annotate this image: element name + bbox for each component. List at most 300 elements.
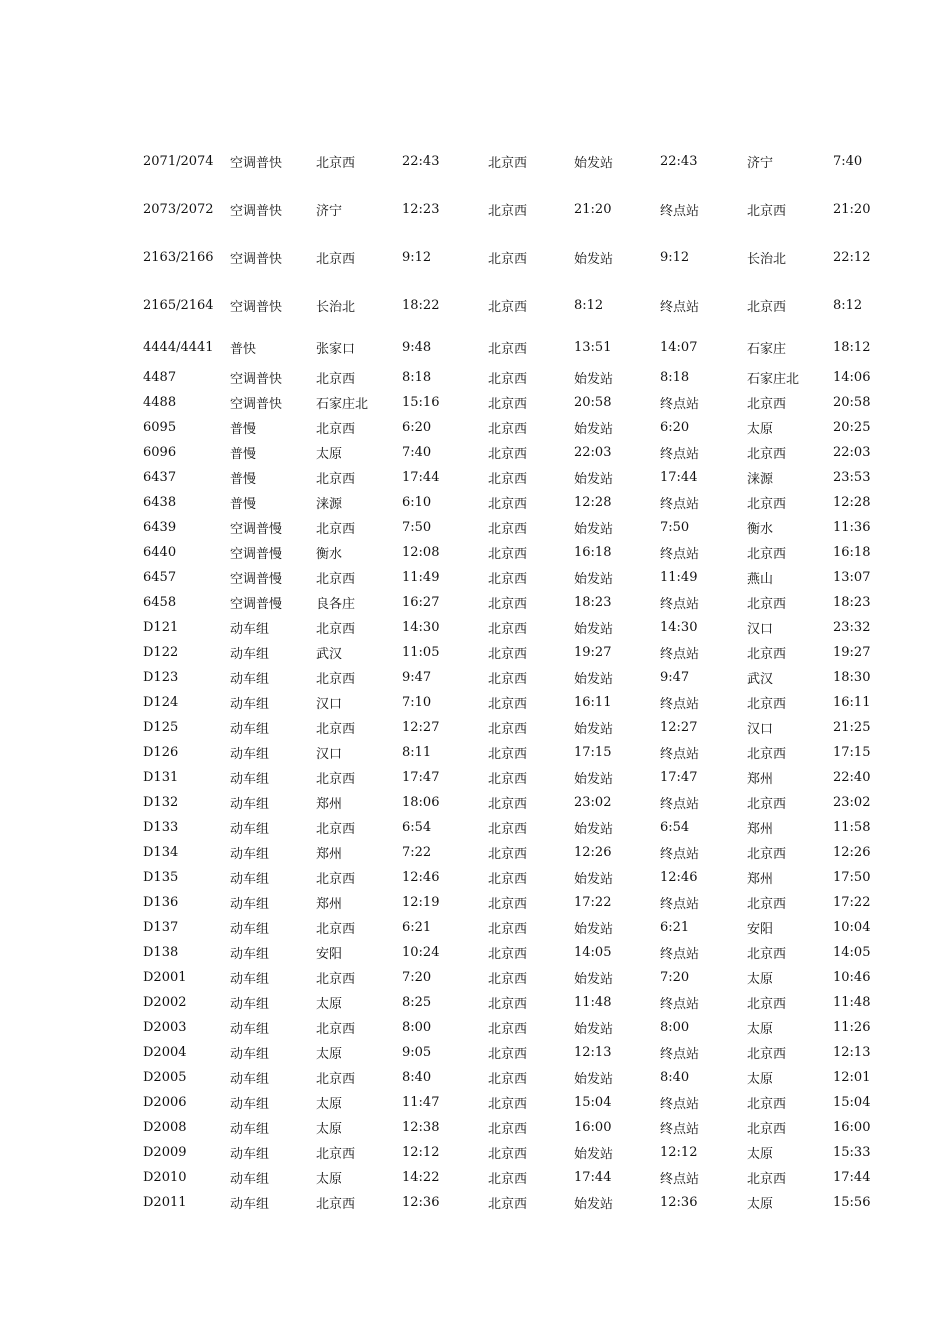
table-cell: 空调普快 xyxy=(230,397,283,412)
table-row xyxy=(143,665,903,690)
table-cell: 北京西 xyxy=(488,422,528,437)
table-cell: 北京西 xyxy=(488,372,528,387)
table-row xyxy=(143,940,903,965)
table-cell: 7:40 xyxy=(833,153,863,169)
table-row xyxy=(143,540,903,565)
table-cell: 普慢 xyxy=(230,472,257,487)
table-cell: 6:21 xyxy=(660,920,690,935)
table-cell: 20:58 xyxy=(833,395,871,410)
table-cell: 北京西 xyxy=(488,897,528,912)
table-cell: D126 xyxy=(143,745,179,760)
table-cell: 12:26 xyxy=(833,845,871,860)
table-cell: 石家庄北 xyxy=(316,397,369,412)
table-cell: 始发站 xyxy=(574,1072,614,1087)
table-cell: 9:47 xyxy=(660,670,690,685)
table-cell: 北京西 xyxy=(747,1097,787,1112)
table-cell: 动车组 xyxy=(230,972,270,987)
table-cell: 北京西 xyxy=(488,1072,528,1087)
table-cell: 动车组 xyxy=(230,1147,270,1162)
table-cell: 14:30 xyxy=(660,620,698,635)
table-cell: 动车组 xyxy=(230,1072,270,1087)
table-row xyxy=(143,1065,903,1090)
table-cell: 北京西 xyxy=(488,155,528,171)
table-cell: 北京西 xyxy=(488,1197,528,1212)
table-cell: 北京西 xyxy=(316,972,356,987)
table-cell: 始发站 xyxy=(574,1147,614,1162)
table-cell: 22:40 xyxy=(833,770,871,785)
table-cell: 8:00 xyxy=(660,1020,690,1035)
table-cell: 北京西 xyxy=(316,1072,356,1087)
table-cell: 郑州 xyxy=(316,797,343,812)
table-cell: 郑州 xyxy=(747,822,774,837)
table-cell: 郑州 xyxy=(747,772,774,787)
table-cell: 14:30 xyxy=(402,620,440,635)
table-cell: 12:28 xyxy=(833,495,871,510)
table-cell: 北京西 xyxy=(747,447,787,462)
table-cell: 北京西 xyxy=(316,1147,356,1162)
table-cell: 6439 xyxy=(143,520,177,535)
table-cell: 北京西 xyxy=(488,822,528,837)
table-cell: 13:07 xyxy=(833,570,871,585)
table-cell: D134 xyxy=(143,845,179,860)
table-cell: 北京西 xyxy=(747,397,787,412)
table-cell: 长治北 xyxy=(747,251,787,267)
table-row xyxy=(143,1115,903,1140)
table-row xyxy=(143,990,903,1015)
table-cell: 北京西 xyxy=(316,622,356,637)
table-cell: 动车组 xyxy=(230,1047,270,1062)
table-cell: 6:54 xyxy=(660,820,690,835)
table-cell: 始发站 xyxy=(574,572,614,587)
table-row xyxy=(143,415,903,440)
table-row xyxy=(143,329,903,365)
table-cell: 17:15 xyxy=(574,745,612,760)
table-cell: 北京西 xyxy=(488,1047,528,1062)
table-cell: 动车组 xyxy=(230,1122,270,1137)
table-cell: 21:25 xyxy=(833,720,871,735)
table-cell: 12:19 xyxy=(402,895,440,910)
table-cell: 18:23 xyxy=(833,595,871,610)
table-row xyxy=(143,1165,903,1190)
table-cell: 4488 xyxy=(143,395,177,410)
table-cell: D2010 xyxy=(143,1170,187,1185)
table-cell: 12:01 xyxy=(833,1070,871,1085)
table-cell: D2006 xyxy=(143,1095,187,1110)
table-cell: 终点站 xyxy=(660,1122,700,1137)
table-cell: 14:07 xyxy=(660,339,698,355)
table-cell: D2009 xyxy=(143,1145,187,1160)
table-cell: 12:27 xyxy=(660,720,698,735)
table-cell: 2073/2072 xyxy=(143,201,214,217)
table-cell: 济宁 xyxy=(316,203,343,219)
table-cell: 北京西 xyxy=(316,472,356,487)
table-cell: D2005 xyxy=(143,1070,187,1085)
table-row xyxy=(143,640,903,665)
table-cell: 15:56 xyxy=(833,1195,871,1210)
table-cell: 济宁 xyxy=(747,155,774,171)
table-cell: 动车组 xyxy=(230,872,270,887)
table-cell: 郑州 xyxy=(316,847,343,862)
table-cell: 11:49 xyxy=(660,570,698,585)
table-row xyxy=(143,137,903,185)
table-cell: 8:40 xyxy=(660,1070,690,1085)
table-cell: 终点站 xyxy=(660,1097,700,1112)
table-cell: D137 xyxy=(143,920,179,935)
table-cell: 16:00 xyxy=(833,1120,871,1135)
table-cell: D2004 xyxy=(143,1045,187,1060)
table-cell: 6457 xyxy=(143,570,177,585)
table-cell: 涞源 xyxy=(316,497,343,512)
table-cell: 18:22 xyxy=(402,297,440,313)
table-cell: 北京西 xyxy=(747,747,787,762)
table-cell: 始发站 xyxy=(574,972,614,987)
table-cell: 12:13 xyxy=(833,1045,871,1060)
table-cell: 北京西 xyxy=(488,251,528,267)
table-cell: 7:40 xyxy=(402,445,432,460)
table-cell: 空调普慢 xyxy=(230,597,283,612)
table-cell: 空调普慢 xyxy=(230,522,283,537)
table-cell: 终点站 xyxy=(660,697,700,712)
table-cell: 北京西 xyxy=(747,1047,787,1062)
table-cell: 动车组 xyxy=(230,1022,270,1037)
table-cell: 8:12 xyxy=(833,297,863,313)
table-cell: 太原 xyxy=(747,1197,774,1212)
table-cell: 9:12 xyxy=(660,249,690,265)
table-cell: 北京西 xyxy=(316,1197,356,1212)
table-cell: 22:43 xyxy=(402,153,440,169)
table-cell: 9:05 xyxy=(402,1045,432,1060)
table-cell: 空调普快 xyxy=(230,251,283,267)
table-cell: 12:23 xyxy=(402,201,440,217)
table-cell: 2165/2164 xyxy=(143,297,214,313)
table-cell: 11:47 xyxy=(402,1095,440,1110)
table-cell: 11:36 xyxy=(833,520,871,535)
table-row xyxy=(143,515,903,540)
table-cell: 15:33 xyxy=(833,1145,871,1160)
table-cell: D133 xyxy=(143,820,179,835)
table-cell: 10:24 xyxy=(402,945,440,960)
table-cell: 北京西 xyxy=(747,947,787,962)
table-cell: 太原 xyxy=(747,422,774,437)
table-cell: 北京西 xyxy=(747,203,787,219)
table-cell: D2002 xyxy=(143,995,187,1010)
table-cell: D124 xyxy=(143,695,179,710)
table-cell: 6095 xyxy=(143,420,177,435)
table-cell: 17:47 xyxy=(660,770,698,785)
table-cell: 动车组 xyxy=(230,922,270,937)
table-cell: 汉口 xyxy=(316,697,343,712)
table-cell: 动车组 xyxy=(230,722,270,737)
table-cell: 14:06 xyxy=(833,370,871,385)
table-cell: 郑州 xyxy=(747,872,774,887)
table-cell: 14:05 xyxy=(833,945,871,960)
table-cell: 普慢 xyxy=(230,422,257,437)
table-cell: 北京西 xyxy=(747,597,787,612)
table-cell: 张家口 xyxy=(316,341,356,357)
table-cell: 北京西 xyxy=(488,397,528,412)
table-cell: 太原 xyxy=(747,1022,774,1037)
table-cell: 7:10 xyxy=(402,695,432,710)
table-cell: 22:43 xyxy=(660,153,698,169)
table-row xyxy=(143,1040,903,1065)
table-cell: 动车组 xyxy=(230,822,270,837)
table-row xyxy=(143,690,903,715)
table-cell: 北京西 xyxy=(488,647,528,662)
table-cell: 10:04 xyxy=(833,920,871,935)
table-cell: 北京西 xyxy=(488,747,528,762)
table-cell: 18:06 xyxy=(402,795,440,810)
table-cell: 4444/4441 xyxy=(143,339,214,355)
table-cell: 始发站 xyxy=(574,722,614,737)
table-row xyxy=(143,1140,903,1165)
table-cell: 19:27 xyxy=(833,645,871,660)
table-cell: 9:48 xyxy=(402,339,432,355)
table-cell: 北京西 xyxy=(488,299,528,315)
table-cell: 12:36 xyxy=(402,1195,440,1210)
table-cell: D131 xyxy=(143,770,179,785)
table-cell: 2071/2074 xyxy=(143,153,214,169)
table-cell: 11:26 xyxy=(833,1020,871,1035)
table-cell: 11:58 xyxy=(833,820,871,835)
table-cell: 北京西 xyxy=(488,1147,528,1162)
table-row xyxy=(143,1190,903,1215)
table-cell: 动车组 xyxy=(230,1097,270,1112)
table-cell: 空调普快 xyxy=(230,203,283,219)
table-cell: 终点站 xyxy=(660,797,700,812)
table-cell: 动车组 xyxy=(230,772,270,787)
table-cell: 终点站 xyxy=(660,447,700,462)
table-cell: 动车组 xyxy=(230,622,270,637)
table-cell: 北京西 xyxy=(488,597,528,612)
table-cell: 空调普快 xyxy=(230,299,283,315)
table-cell: 终点站 xyxy=(660,299,700,315)
table-cell: 北京西 xyxy=(316,872,356,887)
table-cell: 北京西 xyxy=(316,422,356,437)
table-cell: 8:18 xyxy=(660,370,690,385)
table-cell: 终点站 xyxy=(660,547,700,562)
table-cell: 北京西 xyxy=(747,1122,787,1137)
table-cell: 始发站 xyxy=(574,155,614,171)
table-cell: 9:47 xyxy=(402,670,432,685)
table-cell: 动车组 xyxy=(230,672,270,687)
table-cell: 安阳 xyxy=(316,947,343,962)
table-cell: 动车组 xyxy=(230,747,270,762)
table-cell: 良各庄 xyxy=(316,597,356,612)
table-cell: 8:12 xyxy=(574,297,604,313)
table-cell: 始发站 xyxy=(574,1197,614,1212)
table-cell: 北京西 xyxy=(488,497,528,512)
table-cell: 北京西 xyxy=(316,572,356,587)
table-cell: D135 xyxy=(143,870,179,885)
table-cell: 20:58 xyxy=(574,395,612,410)
table-cell: 动车组 xyxy=(230,647,270,662)
table-cell: 17:15 xyxy=(833,745,871,760)
table-cell: 太原 xyxy=(316,447,343,462)
table-cell: 12:46 xyxy=(402,870,440,885)
table-cell: 15:04 xyxy=(574,1095,612,1110)
table-cell: 17:22 xyxy=(833,895,871,910)
table-cell: 石家庄北 xyxy=(747,372,800,387)
table-cell: 北京西 xyxy=(747,299,787,315)
table-cell: 动车组 xyxy=(230,1172,270,1187)
table-cell: 北京西 xyxy=(316,672,356,687)
table-cell: 12:38 xyxy=(402,1120,440,1135)
table-cell: 10:46 xyxy=(833,970,871,985)
table-cell: 7:50 xyxy=(660,520,690,535)
table-cell: 终点站 xyxy=(660,747,700,762)
table-cell: 8:11 xyxy=(402,745,432,760)
table-cell: 终点站 xyxy=(660,897,700,912)
table-cell: 6:10 xyxy=(402,495,432,510)
table-cell: 动车组 xyxy=(230,847,270,862)
table-cell: 17:44 xyxy=(833,1170,871,1185)
table-cell: 6:20 xyxy=(402,420,432,435)
table-cell: 15:16 xyxy=(402,395,440,410)
table-cell: 16:27 xyxy=(402,595,440,610)
table-cell: 17:44 xyxy=(574,1170,612,1185)
table-cell: 6438 xyxy=(143,495,177,510)
table-cell: 北京西 xyxy=(747,647,787,662)
table-cell: 北京西 xyxy=(488,1172,528,1187)
table-cell: 终点站 xyxy=(660,203,700,219)
table-cell: D122 xyxy=(143,645,179,660)
table-row xyxy=(143,1090,903,1115)
table-cell: 北京西 xyxy=(488,547,528,562)
table-cell: 太原 xyxy=(316,997,343,1012)
table-cell: 22:12 xyxy=(833,249,871,265)
table-cell: 汉口 xyxy=(747,622,774,637)
table-cell: 北京西 xyxy=(488,1022,528,1037)
table-cell: 6:21 xyxy=(402,920,432,935)
table-cell: 北京西 xyxy=(488,672,528,687)
table-cell: 8:25 xyxy=(402,995,432,1010)
table-cell: 始发站 xyxy=(574,422,614,437)
table-cell: 衡水 xyxy=(747,522,774,537)
table-cell: 12:08 xyxy=(402,545,440,560)
table-cell: 7:22 xyxy=(402,845,432,860)
table-cell: 动车组 xyxy=(230,947,270,962)
table-cell: 空调普快 xyxy=(230,155,283,171)
table-cell: 北京西 xyxy=(488,341,528,357)
table-row xyxy=(143,840,903,865)
table-cell: 北京西 xyxy=(316,922,356,937)
table-cell: 太原 xyxy=(747,1147,774,1162)
table-cell: 北京西 xyxy=(488,997,528,1012)
table-cell: 北京西 xyxy=(747,697,787,712)
table-row xyxy=(143,865,903,890)
table-cell: 北京西 xyxy=(316,522,356,537)
table-cell: 北京西 xyxy=(488,697,528,712)
table-cell: 北京西 xyxy=(488,972,528,987)
table-cell: 北京西 xyxy=(488,797,528,812)
table-cell: 16:18 xyxy=(833,545,871,560)
table-cell: 太原 xyxy=(316,1047,343,1062)
table-cell: 4487 xyxy=(143,370,177,385)
table-cell: 22:03 xyxy=(833,445,871,460)
table-cell: 11:48 xyxy=(833,995,871,1010)
table-cell: 12:28 xyxy=(574,495,612,510)
table-cell: 18:30 xyxy=(833,670,871,685)
train-timetable xyxy=(143,137,903,1215)
table-row xyxy=(143,790,903,815)
table-row xyxy=(143,233,903,281)
table-cell: D121 xyxy=(143,620,179,635)
table-cell: 17:47 xyxy=(402,770,440,785)
table-cell: 终点站 xyxy=(660,597,700,612)
table-cell: 始发站 xyxy=(574,522,614,537)
table-row xyxy=(143,890,903,915)
table-row xyxy=(143,1015,903,1040)
table-cell: 7:20 xyxy=(402,970,432,985)
table-cell: 北京西 xyxy=(747,497,787,512)
table-cell: 汉口 xyxy=(747,722,774,737)
table-cell: 始发站 xyxy=(574,672,614,687)
table-cell: 23:02 xyxy=(574,795,612,810)
table-cell: 8:00 xyxy=(402,1020,432,1035)
table-cell: 空调普慢 xyxy=(230,572,283,587)
table-row xyxy=(143,281,903,329)
table-cell: 动车组 xyxy=(230,697,270,712)
table-cell: 空调普慢 xyxy=(230,547,283,562)
table-cell: 终点站 xyxy=(660,497,700,512)
table-row xyxy=(143,565,903,590)
table-cell: 16:11 xyxy=(574,695,612,710)
table-row xyxy=(143,365,903,390)
table-cell: 12:12 xyxy=(660,1145,698,1160)
table-row xyxy=(143,490,903,515)
table-cell: 长治北 xyxy=(316,299,356,315)
table-cell: 北京西 xyxy=(316,722,356,737)
table-cell: 北京西 xyxy=(488,522,528,537)
table-cell: 北京西 xyxy=(747,997,787,1012)
table-cell: 北京西 xyxy=(488,622,528,637)
table-cell: 北京西 xyxy=(488,203,528,219)
table-cell: 14:05 xyxy=(574,945,612,960)
table-cell: 13:51 xyxy=(574,339,612,355)
table-cell: 终点站 xyxy=(660,997,700,1012)
table-cell: D2011 xyxy=(143,1195,187,1210)
table-cell: 2163/2166 xyxy=(143,249,214,265)
table-cell: 终点站 xyxy=(660,397,700,412)
table-cell: D2008 xyxy=(143,1120,187,1135)
table-cell: 郑州 xyxy=(316,897,343,912)
table-cell: 12:27 xyxy=(402,720,440,735)
table-cell: 23:32 xyxy=(833,620,871,635)
table-cell: 北京西 xyxy=(488,447,528,462)
table-cell: 始发站 xyxy=(574,1022,614,1037)
table-cell: 动车组 xyxy=(230,1197,270,1212)
table-cell: 始发站 xyxy=(574,372,614,387)
table-cell: 燕山 xyxy=(747,572,774,587)
table-cell: 石家庄 xyxy=(747,341,787,357)
table-cell: 汉口 xyxy=(316,747,343,762)
table-row xyxy=(143,715,903,740)
table-cell: 北京西 xyxy=(488,1122,528,1137)
table-cell: 16:11 xyxy=(833,695,871,710)
table-row xyxy=(143,615,903,640)
table-cell: 北京西 xyxy=(316,251,356,267)
table-cell: 太原 xyxy=(747,972,774,987)
table-cell: 21:20 xyxy=(833,201,871,217)
table-cell: 始发站 xyxy=(574,872,614,887)
table-cell: 18:23 xyxy=(574,595,612,610)
table-cell: 终点站 xyxy=(660,647,700,662)
table-cell: 6458 xyxy=(143,595,177,610)
table-cell: 12:13 xyxy=(574,1045,612,1060)
table-cell: 北京西 xyxy=(488,722,528,737)
table-cell: 11:05 xyxy=(402,645,440,660)
table-row xyxy=(143,440,903,465)
